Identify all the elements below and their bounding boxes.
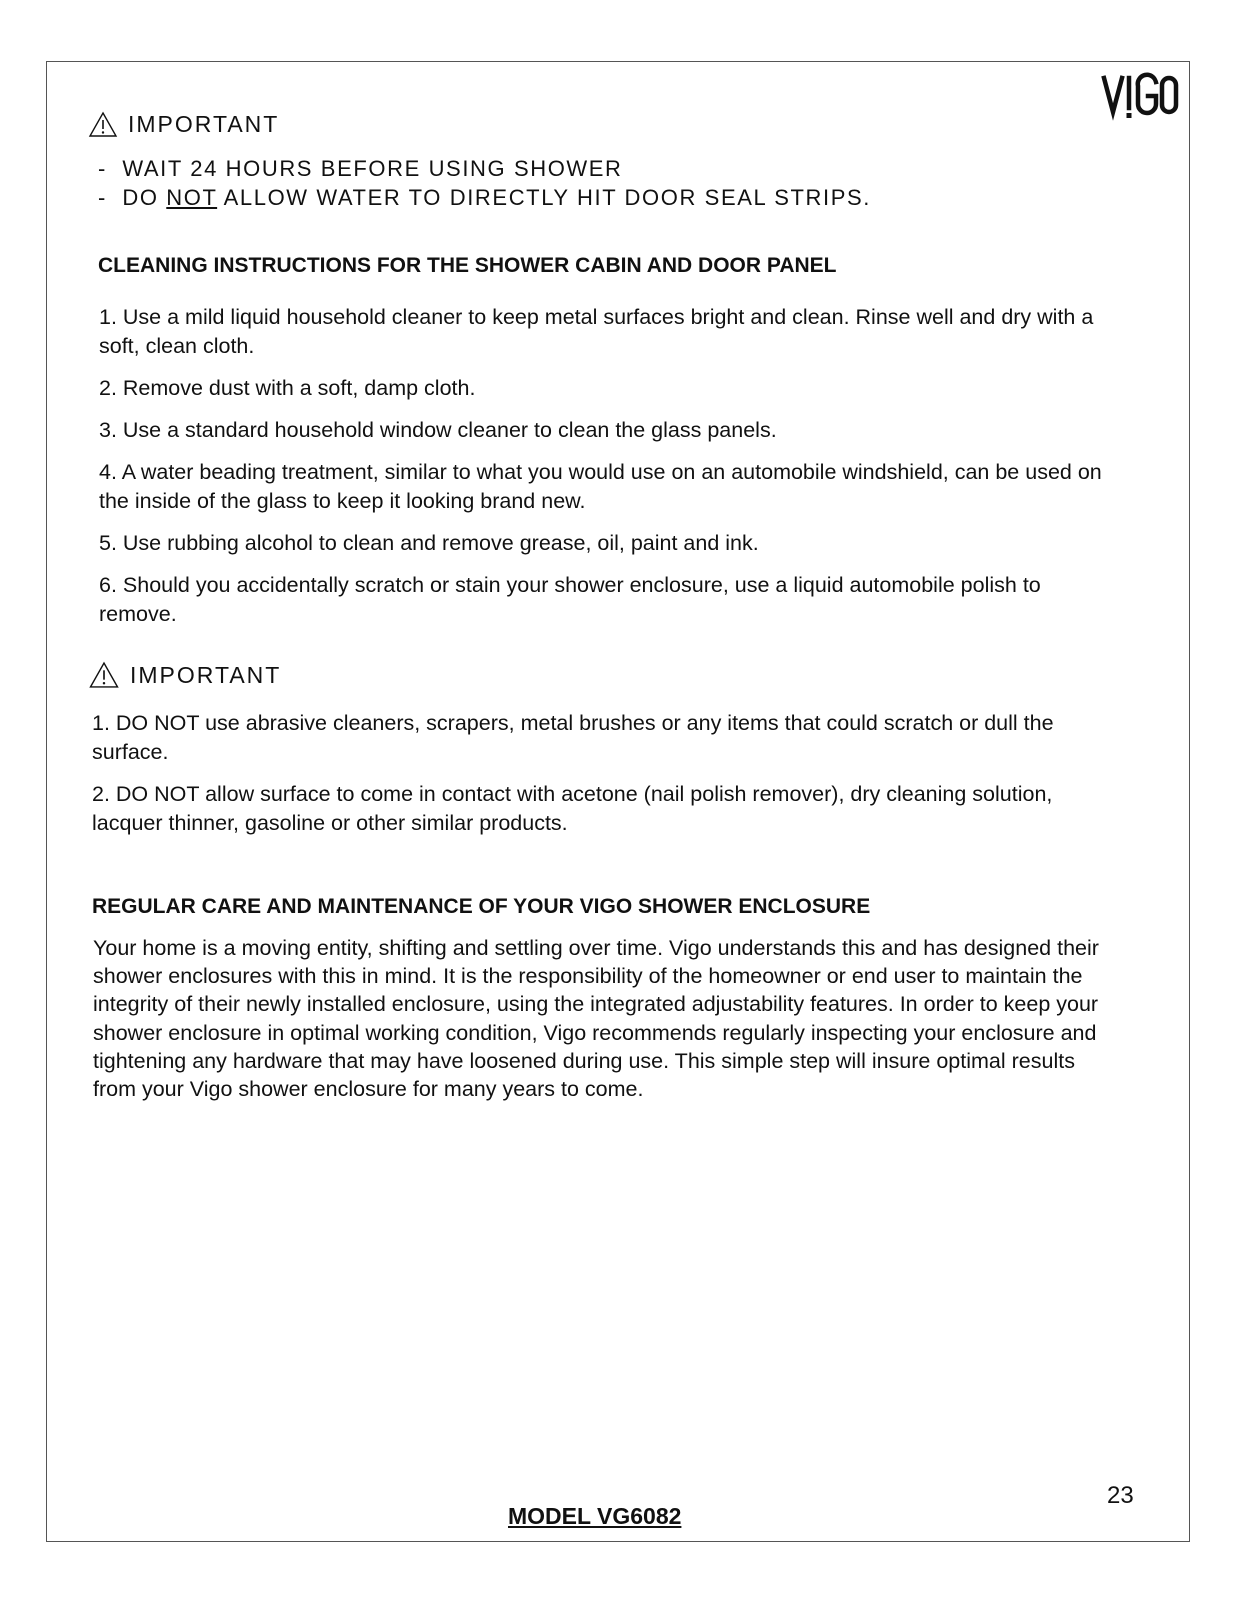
cleaning-list xyxy=(99,303,1114,642)
warning-triangle-icon xyxy=(88,661,120,689)
warning-triangle-icon xyxy=(88,111,118,138)
cleaning-item: 2. Remove dust with a soft, damp cloth. xyxy=(99,376,476,400)
underlined-not: NOT xyxy=(166,185,218,210)
important-top-line-1: - WAIT 24 HOURS BEFORE USING SHOWER xyxy=(98,156,623,181)
important-top-line-2: - DO NOT ALLOW WATER TO DIRECTLY HIT DOOR SEAL STRIPS. xyxy=(98,185,871,210)
maintenance-heading: REGULAR CARE AND MAINTENANCE OF YOUR VIGO SHOWER ENCLOSURE xyxy=(92,895,871,918)
important-bottom-item: 1. DO NOT use abrasive cleaners, scrapers, metal brushes or any items that could scratch or dull the surface. xyxy=(92,711,1054,764)
important-top-label: IMPORTANT xyxy=(128,111,280,137)
cleaning-item: 6. Should you accidentally scratch or stain your shower enclosure, use a liquid automobile polish to remove. xyxy=(99,573,1041,626)
cleaning-item: 5. Use rubbing alcohol to clean and remove grease, oil, paint and ink. xyxy=(99,531,759,555)
important-bottom-header xyxy=(88,661,281,689)
cleaning-heading: CLEANING INSTRUCTIONS FOR THE SHOWER CABIN AND DOOR PANEL xyxy=(98,254,837,277)
important-bottom-label: IMPORTANT xyxy=(130,661,282,688)
important-bottom-list xyxy=(92,709,1112,851)
vigo-logo xyxy=(1100,72,1180,122)
important-bottom-item: 2. DO NOT allow surface to come in contact with acetone (nail polish remover), dry cleaning solution, lacquer thinner, gasoline or other similar products. xyxy=(92,782,1053,835)
maintenance-body: Your home is a moving entity, shifting and settling over time. Vigo understands this and has designed their shower enclosures with this in mind. It is the responsibility of the homeowner or end user to maintain the integrity of their newly installed enclosure, using the integrated adjustability features. In order to keep your shower enclosure in optimal working condition, Vigo recommends regularly inspecting your enclosure and tightening any hardware that may have loosened during use. This simple step will insure optimal results from your Vigo shower enclosure for many years to come. xyxy=(93,936,1099,1102)
page-number: 23 xyxy=(1107,1482,1134,1509)
important-top-header xyxy=(88,111,279,138)
cleaning-item: 4. A water beading treatment, similar to what you would use on an automobile windshield, can be used on the inside of the glass to keep it looking brand new. xyxy=(99,460,1102,513)
model-label: MODEL VG6082 xyxy=(508,1503,682,1529)
important-top-list xyxy=(98,154,871,212)
cleaning-item: 3. Use a standard household window cleaner to clean the glass panels. xyxy=(99,418,777,442)
cleaning-item: 1. Use a mild liquid household cleaner to keep metal surfaces bright and clean. Rinse well and dry with a soft, clean cloth. xyxy=(99,305,1094,358)
